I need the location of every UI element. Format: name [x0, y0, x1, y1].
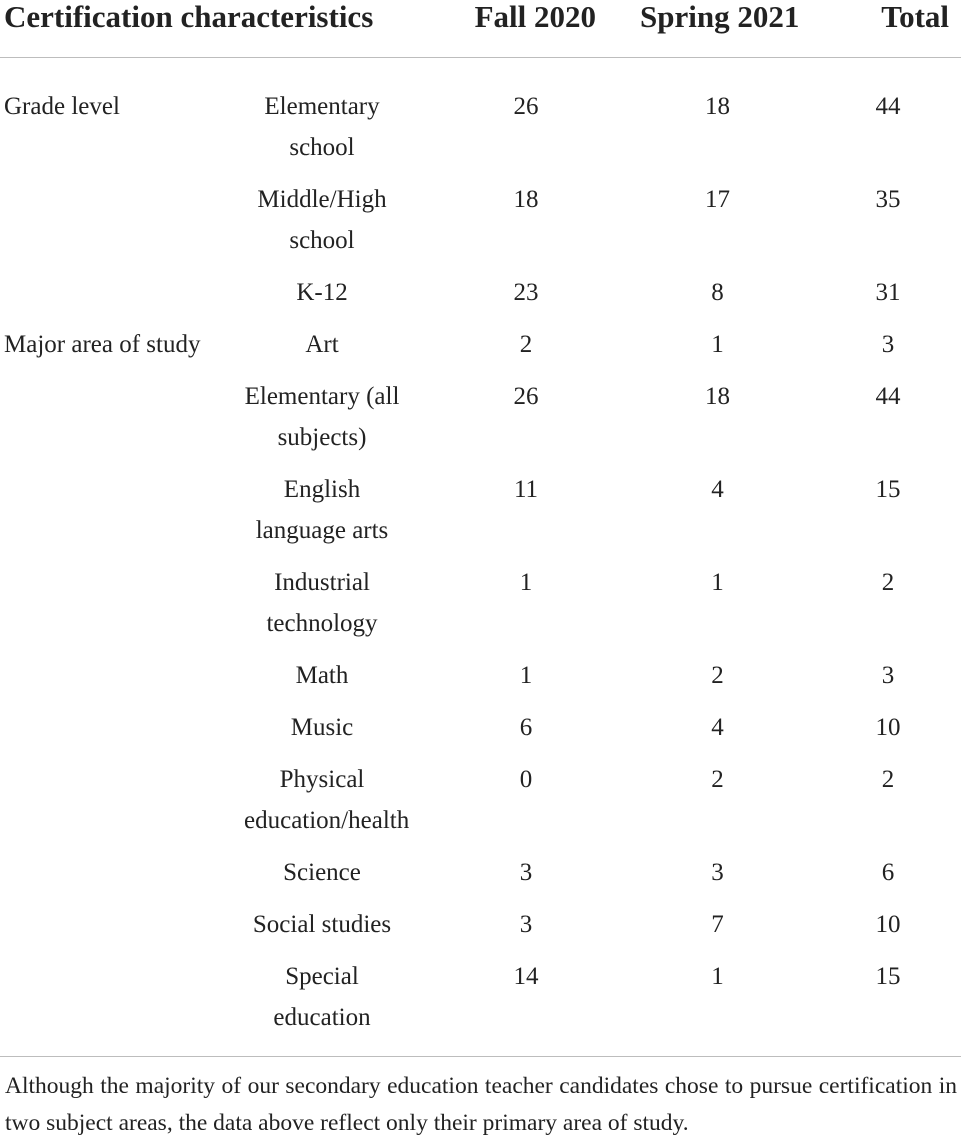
- spring-2021-cell: 18: [705, 383, 731, 410]
- table-body: [0, 58, 961, 1057]
- subcategory-cell: Middle/High school: [257, 186, 387, 254]
- subcategory-cell: Special education: [232, 956, 412, 1057]
- subcategory-cell: Social studies: [252, 911, 392, 938]
- subcategory-cell: Physical education/health: [244, 766, 410, 834]
- subcategory-cell: Music: [290, 714, 354, 741]
- spring-2021-cell: 7: [711, 911, 724, 938]
- table-row: [0, 469, 961, 562]
- total-cell: 2: [881, 569, 895, 596]
- total-cell: 44: [875, 93, 901, 120]
- fall-2020-cell: 3: [519, 911, 533, 938]
- table-row: [0, 707, 961, 759]
- table-row: [0, 759, 961, 852]
- spring-2021-cell: 1: [711, 331, 724, 358]
- spring-2021-cell: 18: [705, 93, 731, 120]
- total-cell: 3: [881, 331, 895, 358]
- total-cell: 35: [875, 186, 901, 213]
- category-cell: [0, 852, 232, 904]
- header-certification-characteristics: Certification characteristics: [0, 0, 412, 58]
- total-cell: 3: [881, 662, 895, 689]
- subcategory-cell: Math: [295, 662, 349, 689]
- category-cell: [0, 707, 232, 759]
- table-row: [0, 655, 961, 707]
- category-cell: [0, 179, 232, 272]
- category-cell: [0, 904, 232, 956]
- table-header: [0, 0, 961, 58]
- table-row: [0, 904, 961, 956]
- fall-2020-cell: 18: [513, 186, 539, 213]
- spring-2021-cell: 2: [711, 662, 724, 689]
- spring-2021-cell: 1: [640, 956, 795, 1057]
- category-cell: [0, 655, 232, 707]
- subcategory-cell: Art: [305, 331, 339, 358]
- header-total: Total: [795, 0, 961, 58]
- fall-2020-cell: 1: [519, 569, 533, 596]
- subcategory-cell: K-12: [296, 279, 348, 306]
- category-cell: Grade level: [4, 93, 120, 120]
- total-cell: 44: [875, 383, 901, 410]
- table-row: [0, 956, 961, 1057]
- spring-2021-cell: 17: [705, 186, 731, 213]
- spring-2021-cell: 8: [711, 279, 724, 306]
- total-cell: 10: [875, 911, 901, 938]
- category-cell: [0, 759, 232, 852]
- spring-2021-cell: 2: [711, 766, 724, 793]
- category-cell: [0, 376, 232, 469]
- spring-2021-cell: 3: [711, 859, 724, 886]
- fall-2020-cell: 1: [519, 662, 533, 689]
- category-cell: [0, 562, 232, 655]
- category-cell: Major area of study: [4, 331, 201, 358]
- subcategory-cell: Elementary school: [264, 93, 380, 161]
- fall-2020-cell: 26: [513, 383, 539, 410]
- fall-2020-cell: 0: [519, 766, 533, 793]
- fall-2020-cell: 6: [519, 714, 533, 741]
- table-row: [0, 58, 961, 180]
- category-cell: [0, 956, 232, 1057]
- spring-2021-cell: 4: [711, 476, 724, 503]
- total-cell: 6: [881, 859, 895, 886]
- fall-2020-cell: 26: [513, 93, 539, 120]
- table-footnote: Although the majority of our secondary education teacher candidates chose to pursue certification in two subject areas, the data above reflect only their primary area of study.: [5, 1073, 957, 1136]
- total-cell: 2: [881, 766, 895, 793]
- total-cell: 10: [875, 714, 901, 741]
- subcategory-cell: Science: [283, 859, 361, 886]
- header-row: [0, 0, 961, 58]
- total-cell: 31: [875, 279, 901, 306]
- header-spring-2021: Spring 2021: [640, 0, 795, 58]
- subcategory-cell: Industrial technology: [266, 569, 378, 637]
- category-cell: [0, 272, 232, 324]
- table-row: [0, 179, 961, 272]
- header-fall-2020: Fall 2020: [412, 0, 640, 58]
- total-cell: 15: [795, 956, 961, 1057]
- table-row: [0, 272, 961, 324]
- table-row: [0, 562, 961, 655]
- table-row: [0, 376, 961, 469]
- table-row: [0, 852, 961, 904]
- subcategory-cell: Elementary (all subjects): [244, 383, 400, 451]
- table-row: [0, 324, 961, 376]
- fall-2020-cell: 3: [519, 859, 533, 886]
- total-cell: 15: [875, 476, 901, 503]
- fall-2020-cell: 11: [513, 476, 539, 503]
- fall-2020-cell: 2: [519, 331, 533, 358]
- fall-2020-cell: 23: [513, 279, 539, 306]
- category-cell: [0, 469, 232, 562]
- fall-2020-cell: 14: [412, 956, 640, 1057]
- subcategory-cell: English language arts: [255, 476, 389, 544]
- spring-2021-cell: 1: [711, 569, 724, 596]
- spring-2021-cell: 4: [711, 714, 724, 741]
